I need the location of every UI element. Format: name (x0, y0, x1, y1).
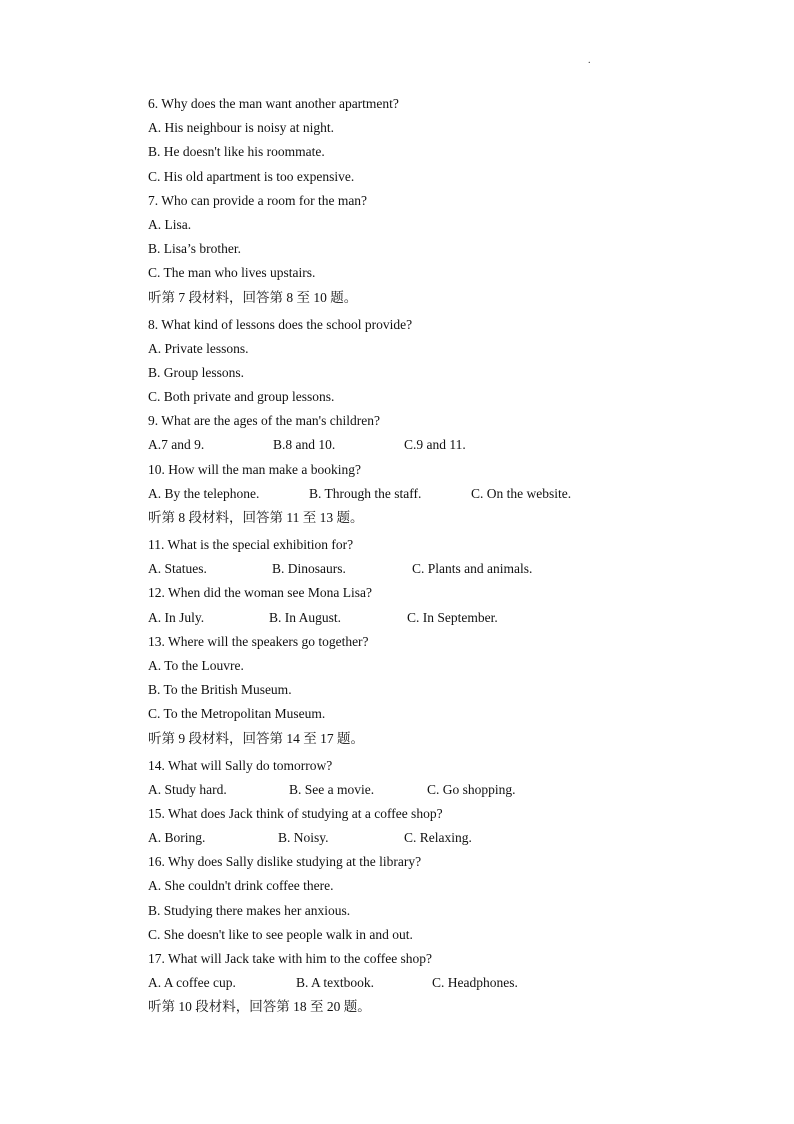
option-row (148, 482, 748, 506)
header-mark: . (588, 55, 591, 66)
answer-option: A. His neighbour is noisy at night. (148, 120, 334, 136)
option-row (148, 778, 748, 802)
question-text: 16. Why does Sally dislike studying at the library? (148, 854, 422, 870)
option-row (148, 826, 748, 850)
section-instruction: 听第 10 段材料，回答第 18 至 20 题。 (148, 999, 371, 1015)
section-instruction: 听第 7 段材料，回答第 8 至 10 题。 (148, 289, 358, 305)
answer-option: A. Study hard. (148, 781, 227, 797)
answer-option: C. Both private and group lessons. (148, 389, 335, 405)
answer-option: C. In September. (407, 609, 498, 625)
answer-option: C. His old apartment is too expensive. (148, 168, 355, 184)
question-text: 12. When did the woman see Mona Lisa? (148, 585, 372, 601)
question-text: 15. What does Jack think of studying at a coffee shop? (148, 805, 443, 821)
question-text: 11. What is the special exhibition for? (148, 537, 354, 552)
answer-option: B. Noisy. (278, 830, 329, 846)
answer-option: C. Headphones. (432, 975, 518, 991)
answer-option: C.9 and 11. (404, 437, 466, 453)
answer-option: B. Lisa’s brother. (148, 241, 241, 257)
question-list (148, 92, 748, 1022)
answer-option: C. Go shopping. (427, 781, 516, 797)
answer-option: A. By the telephone. (148, 485, 260, 501)
answer-option: C. Plants and animals. (412, 561, 533, 577)
answer-option: B. See a movie. (289, 781, 375, 797)
option-row (148, 606, 748, 630)
answer-option: B. Group lessons. (148, 364, 245, 380)
question-text: 13. Where will the speakers go together? (148, 633, 369, 649)
answer-option: A. In July. (148, 609, 205, 625)
question-text: 8. What kind of lessons does the school provide? (148, 316, 413, 332)
answer-option: C. She doesn't like to see people walk in and out. (148, 926, 413, 942)
question-text: 17. What will Jack take with him to the coffee shop? (148, 951, 433, 966)
answer-option: B.8 and 10. (273, 437, 336, 453)
answer-option: B. He doesn't like his roommate. (148, 144, 325, 160)
question-text: 6. Why does the man want another apartment? (148, 96, 399, 111)
answer-option: A. A coffee cup. (148, 975, 236, 991)
answer-option: B. Dinosaurs. (272, 561, 346, 577)
question-text: 9. What are the ages of the man's children? (148, 413, 380, 429)
answer-option: B. A textbook. (296, 975, 375, 991)
answer-option: A. Lisa. (148, 216, 192, 232)
answer-option: A.7 and 9. (148, 437, 205, 453)
question-text: 10. How will the man make a booking? (148, 461, 361, 477)
answer-option: C. Relaxing. (404, 830, 472, 846)
answer-option: C. To the Metropolitan Museum. (148, 706, 326, 722)
answer-option: A. Statues. (148, 561, 207, 577)
option-row (148, 557, 748, 581)
answer-option: B. To the British Museum. (148, 682, 292, 698)
option-row (148, 433, 748, 457)
answer-option: C. The man who lives upstairs. (148, 265, 316, 281)
answer-option: A. Private lessons. (148, 340, 249, 356)
question-text: 7. Who can provide a room for the man? (148, 192, 368, 208)
section-instruction: 听第 9 段材料，回答第 14 至 17 题。 (148, 730, 364, 746)
answer-option: A. Boring. (148, 830, 206, 846)
option-row (148, 971, 748, 995)
answer-option: C. On the website. (471, 485, 572, 501)
answer-option: A. She couldn't drink coffee there. (148, 878, 334, 894)
answer-option: B. Through the staff. (309, 485, 422, 501)
answer-option: B. Studying there makes her anxious. (148, 902, 351, 918)
question-text: 14. What will Sally do tomorrow? (148, 757, 333, 773)
section-instruction: 听第 8 段材料，回答第 11 至 13 题。 (148, 510, 364, 525)
answer-option: B. In August. (269, 609, 342, 625)
answer-option: A. To the Louvre. (148, 657, 244, 673)
